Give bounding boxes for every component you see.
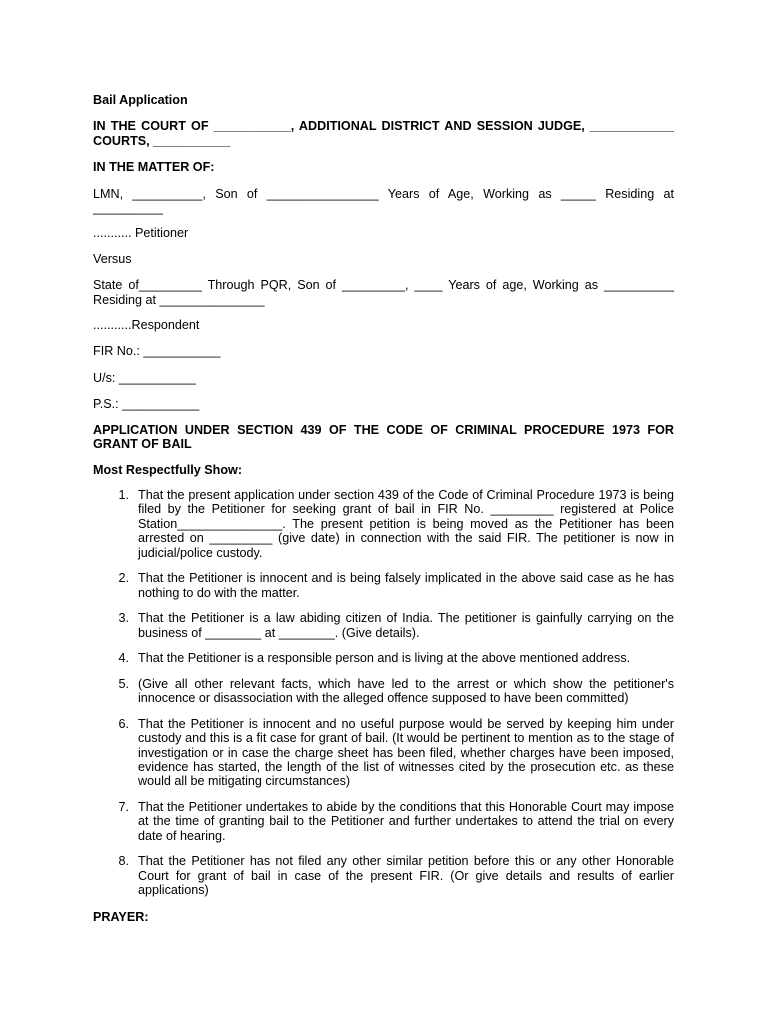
- list-item: [93, 677, 674, 706]
- court-heading: IN THE COURT OF ___________, ADDITIONAL DISTRICT AND SESSION JUDGE, ____________ COURTS, ___________: [93, 119, 674, 148]
- list-item-number: 8.: [118, 854, 129, 869]
- petitioner-details: LMN, __________, Son of ________________ Years of Age, Working as _____ Residing at __________: [93, 186, 674, 216]
- list-item-number: 2.: [118, 571, 129, 586]
- list-item: [93, 854, 674, 897]
- list-item-number: 6.: [118, 716, 129, 731]
- petitioner-label: ........... Petitioner: [93, 226, 189, 241]
- fir-number-field: FIR No.: ___________: [93, 344, 221, 359]
- list-item-text: (Give all other relevant facts, which have led to the arrest or which show the petitioner's innocence or disassociation with the alleged offence supposed to have been committed): [138, 676, 674, 706]
- prayer-heading: PRAYER:: [93, 909, 149, 924]
- list-item: [93, 488, 674, 560]
- respondent-label: ...........Respondent: [93, 318, 200, 333]
- application-heading: APPLICATION UNDER SECTION 439 OF THE CODE OF CRIMINAL PROCEDURE 1973 FOR GRANT OF BAIL: [93, 422, 674, 452]
- list-item-number: 5.: [118, 676, 129, 691]
- numbered-points-list: [93, 488, 674, 898]
- list-item-number: 1.: [118, 487, 129, 502]
- list-item-number: 4.: [118, 651, 129, 666]
- list-item: [93, 717, 674, 789]
- under-section-field: U/s: ___________: [93, 370, 196, 385]
- respondent-details: State of_________ Through PQR, Son of _________, ____ Years of age, Working as __________ Residing at _______________: [93, 278, 674, 307]
- list-item-number: 7.: [118, 799, 129, 814]
- police-station-field: P.S.: ___________: [93, 397, 200, 412]
- list-item-text: That the Petitioner is a responsible person and is living at the above mentioned address.: [138, 651, 631, 666]
- most-respectfully-heading: Most Respectfully Show:: [93, 462, 243, 477]
- matter-heading: IN THE MATTER OF:: [93, 160, 215, 175]
- list-item: [93, 571, 674, 600]
- document-title: Bail Application: [93, 93, 188, 107]
- document-body: [93, 93, 674, 924]
- list-item-text: That the Petitioner has not filed any other similar petition before this or any other Honorable Court for grant of bail in case of the present FIR. (Or give details and results of earlier applications): [138, 854, 674, 898]
- list-item-number: 3.: [118, 611, 129, 626]
- list-item: [93, 800, 674, 843]
- list-item-text: That the present application under section 439 of the Code of Criminal Procedure 1973 is being filed by the Petitioner for seeking grant of bail in FIR No. _________ registered at Police Station_______________. The present petition is being moved as the Petitioner has been arrested on _________ (give date) in connection with the said FIR. The petitioner is now in judicial/police custody.: [138, 487, 674, 560]
- list-item-text: That the Petitioner is a law abiding citizen of India. The petitioner is gainfully carrying on the business of ________ at ________. (Give details).: [138, 611, 674, 640]
- list-item-text: That the Petitioner is innocent and is being falsely implicated in the above said case as he has nothing to do with the matter.: [138, 571, 674, 600]
- list-item: [93, 651, 674, 665]
- list-item-text: That the Petitioner undertakes to abide by the conditions that this Honorable Court may impose at the time of granting bail to the Petitioner and further undertakes to attend the trial on every date of hearing.: [138, 799, 674, 843]
- list-item-text: That the Petitioner is innocent and no useful purpose would be served by keeping him under custody and this is a fit case for grant of bail. (It would be pertinent to mention as to the stage of investigation or in case the charge sheet has been filed, whether charges have been imposed, evidence has started, the length of the list of witnesses cited by the prosecution etc. as these would all be mitigating circumstances): [138, 716, 674, 789]
- list-item: [93, 611, 674, 640]
- versus-text: Versus: [93, 251, 132, 266]
